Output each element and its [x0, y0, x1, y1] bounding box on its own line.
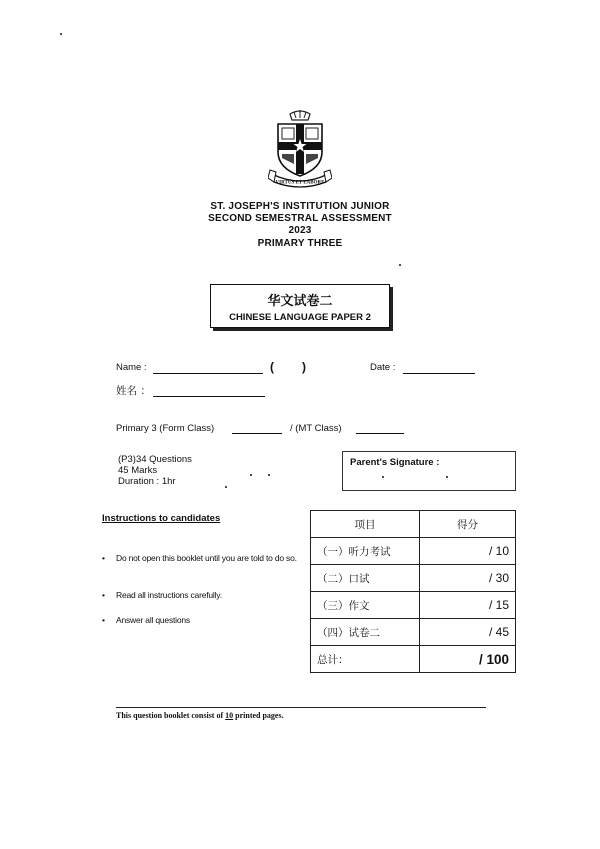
table-row: [311, 619, 516, 646]
name-label: Name :: [116, 362, 147, 373]
name-field[interactable]: [153, 373, 263, 374]
scan-speck: [382, 476, 384, 478]
table-total-row: [311, 646, 516, 673]
paper-title-box: [210, 284, 390, 328]
bullet-icon: •: [102, 553, 105, 563]
question-count: (P3)34 Questions: [118, 454, 192, 465]
paper-info: [118, 454, 192, 487]
marks-table: [310, 510, 516, 673]
index-paren-open: (: [270, 360, 274, 374]
table-row: [311, 538, 516, 565]
table-header-row: [311, 511, 516, 538]
form-class-field[interactable]: [232, 433, 282, 434]
scan-speck: [399, 264, 401, 266]
footer-suffix: printed pages.: [233, 711, 284, 720]
school-name: ST. JOSEPH'S INSTITUTION JUNIOR: [210, 201, 390, 212]
table-total-score: / 100: [420, 646, 516, 673]
table-row: [311, 592, 516, 619]
date-label: Date :: [370, 362, 396, 373]
table-item: （三）作文: [311, 592, 420, 619]
duration: Duration : 1hr: [118, 476, 176, 487]
footer-page-count: 10: [225, 711, 234, 720]
index-number-field[interactable]: [279, 360, 299, 374]
index-paren-close: ): [302, 360, 306, 374]
scan-speck: [446, 476, 448, 478]
total-marks: 45 Marks: [118, 465, 158, 476]
instruction-text: Answer all questions: [116, 615, 190, 625]
footer-note: [116, 711, 284, 720]
scan-speck: [60, 33, 62, 35]
footer-prefix: This question booklet consist of: [116, 711, 226, 720]
table-item: （二）口试: [311, 565, 420, 592]
table-item: （一）听力考试: [311, 538, 420, 565]
parent-signature-box[interactable]: [342, 451, 516, 491]
mt-class-label: / (MT Class): [290, 423, 342, 434]
table-total-label: 总计：: [311, 646, 420, 673]
table-item: （四）试卷二: [311, 619, 420, 646]
footer-divider: [116, 707, 486, 708]
zh-name-field[interactable]: [153, 396, 265, 397]
paper-title-zh: 华文试卷二: [267, 294, 333, 309]
bullet-icon: •: [102, 590, 105, 600]
instruction-text: Read all instructions carefully.: [116, 590, 222, 600]
table-score: / 10: [420, 538, 516, 565]
parent-signature-label: Parent's Signature :: [350, 457, 440, 468]
scan-speck: [250, 474, 252, 476]
paper-title-en: CHINESE LANGUAGE PAPER 2: [229, 312, 371, 323]
form-class-label: Primary 3 (Form Class): [116, 423, 215, 434]
crest-motto: [268, 108, 332, 188]
level-name: PRIMARY THREE: [257, 238, 343, 249]
date-field[interactable]: [403, 373, 475, 374]
assessment-name: SECOND SEMESTRAL ASSESSMENT: [208, 213, 392, 224]
table-score: / 45: [420, 619, 516, 646]
bullet-icon: •: [102, 615, 105, 625]
table-score: / 30: [420, 565, 516, 592]
instruction-text: Do not open this booklet until you are told to do so.: [116, 553, 297, 563]
table-score: / 15: [420, 592, 516, 619]
mt-class-field[interactable]: [356, 433, 404, 434]
crest-motto-text: VIRTUS ET LABORE: [275, 180, 325, 186]
assessment-year: 2023: [288, 225, 312, 236]
zh-name-label: 姓名 ：: [116, 385, 151, 397]
scan-speck: [268, 474, 270, 476]
instructions-title: Instructions to candidates: [102, 513, 221, 524]
table-header-item: 项目: [311, 511, 420, 538]
scan-speck: [225, 486, 227, 488]
table-header-score: 得分: [420, 511, 516, 538]
table-row: [311, 565, 516, 592]
